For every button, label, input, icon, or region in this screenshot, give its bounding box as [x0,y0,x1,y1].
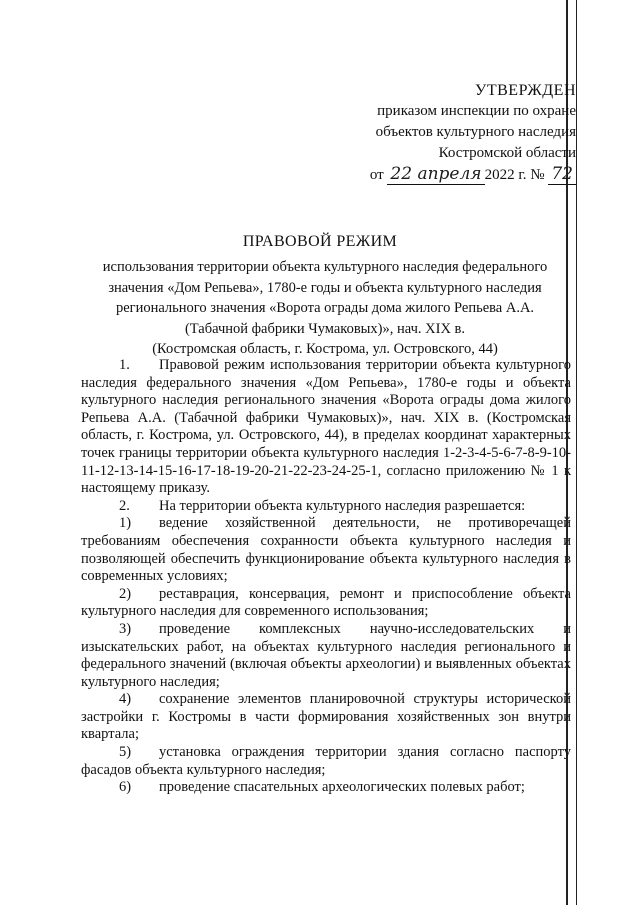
list-item-text: проведение спасательных археологических полевых работ; [159,779,525,796]
paragraph-2 [81,498,571,516]
list-item-text: проведение комплексных научно-исследовательских и изыскательских работ, на объектах культурного наследия регионального и федерального значений (включая объекты археологии) и выявленных объектах культурного наследия; [81,620,571,690]
handwritten-number: 72 [548,164,576,185]
list-item-1 [81,515,571,585]
paragraph-number: 2. [119,497,130,514]
paragraph-1 [81,357,571,498]
subtitle-line: (Табачной фабрики Чумаковых)», нач. XIX в. [184,320,466,337]
subtitle-line: регионального значения «Ворота ограды дома жилого Репьева А.А. [115,300,535,316]
list-item-text: ведение хозяйственной деятельности, не противоречащей требованиям обеспечения сохранности объекта культурного наследия и позволяющей обеспечить функционирование объекта культурного наследия в современных условиях; [81,515,571,585]
approval-year: 2022 [484,167,515,183]
list-item-text: сохранение элементов планировочной структуры исторической застройки г. Костромы в части формирования хозяйственных зон внутри квартала; [81,691,571,743]
approval-date-line [370,164,576,186]
scan-edge-line-right [576,0,577,905]
list-item-4 [81,691,571,744]
list-item-text: реставрация, консервация, ремонт и приспособление объекта культурного наследия для современного использования; [81,585,571,620]
document-subtitle [70,257,580,360]
document-title: ПРАВОВОЙ РЕЖИМ [242,233,398,250]
list-item-6 [81,779,571,797]
approval-line-3: Костромской области [438,145,576,161]
subtitle-line: (Костромская область, г. Кострома, ул. Островского, 44) [152,341,498,357]
approval-block [370,80,576,186]
list-item-2 [81,586,571,621]
list-item-text: установка ограждения территории здания согласно паспорту фасадов объекта культурного наследия; [81,744,571,778]
approval-heading: УТВЕРЖДЕН [475,82,576,99]
paragraph-text: Правовой режим использования территории объекта культурного наследия федерального значения «Дом Репьева», 1780-е годы и объекта культурного наследия регионального значения «Ворота ограды дома жилого Репьева А.А. (Табачной фабрики Чумаковых)», нач. XIX в. (Костромская область, г. Кострома, ул. Островского, 44), в пределах координат характерных точек границы территории объекта культурного наследия 1-2-3-4-5-6-7-8-9-10-11-12-13-14-15-16-17-18-19-20-21-22-23-24-25-1, согласно приложению № 1 к настоящему приказу. [81,357,571,497]
date-prefix: от [369,167,384,183]
list-item-number: 5) [119,744,132,761]
list-item-number: 3) [119,620,132,637]
subtitle-line: значения «Дом Репьева», 1780-е годы и объекта культурного наследия [108,279,542,296]
approval-line-2: объектов культурного наследия [375,124,576,140]
list-item-number: 6) [119,779,132,796]
list-item-number: 2) [119,585,132,602]
list-item-5 [81,744,571,779]
list-item-3 [81,621,571,691]
handwritten-date: 22 апреля [387,164,484,185]
list-item-number: 1) [119,515,132,532]
paragraph-number: 1. [119,357,130,373]
paragraph-text: На территории объекта культурного наследия разрешается: [159,497,526,514]
number-prefix: г. № [518,167,545,183]
document-body [81,357,571,797]
approval-line-1: приказом инспекции по охране [377,103,576,119]
subtitle-line: использования территории объекта культурного наследия федерального [102,259,548,275]
list-item-number: 4) [119,691,132,708]
